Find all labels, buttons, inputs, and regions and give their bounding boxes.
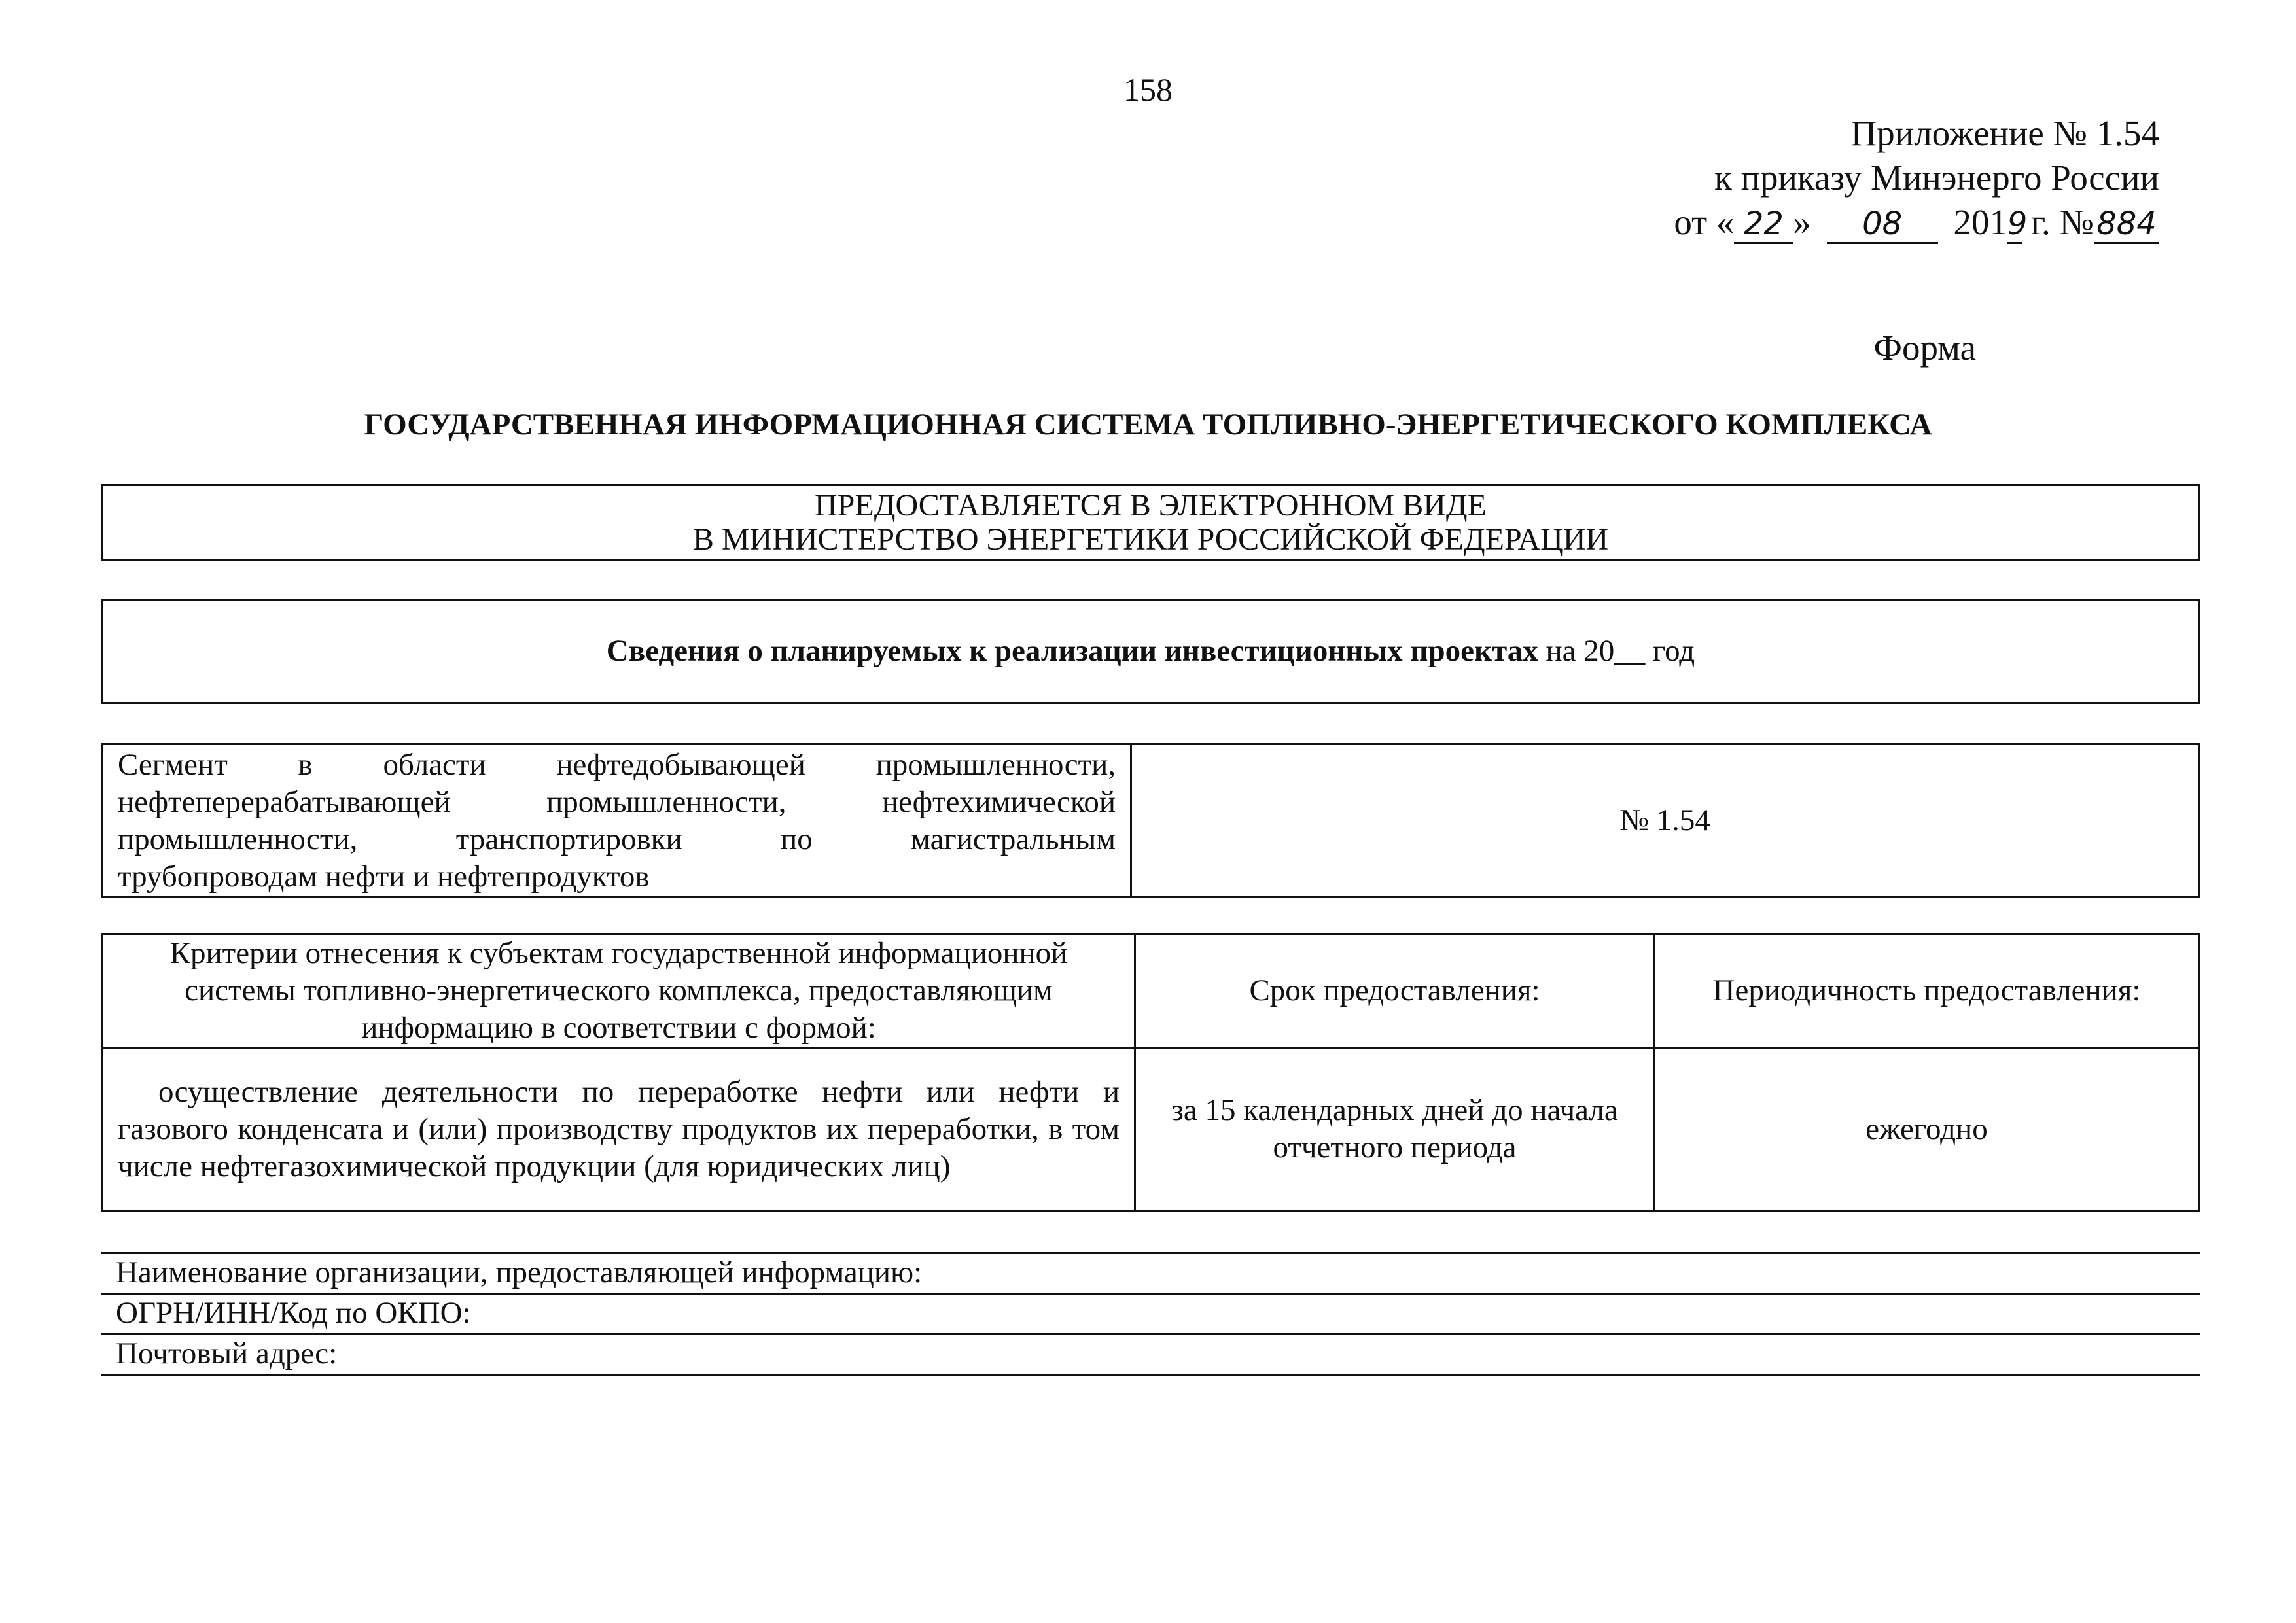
header-criteria: Критерии отнесения к субъектам государственной информационной системы топливно-энергетического комплекса, предоставляющим информацию в соответствии с формой: bbox=[103, 934, 1135, 1048]
handwritten-month: 08 bbox=[1827, 205, 1938, 244]
organization-fields bbox=[101, 1252, 2200, 1376]
criteria-data-row bbox=[103, 1048, 2199, 1211]
field-ogrn-inn-okpo: ОГРН/ИНН/Код по ОКПО: bbox=[101, 1293, 2200, 1333]
report-title-bold: Сведения о планируемых к реализации инвестиционных проектах bbox=[606, 634, 1538, 668]
date-mid: » bbox=[1793, 202, 1811, 242]
report-title-box bbox=[101, 599, 2200, 704]
segment-text: Сегмент в области нефтедобывающей промышленности, нефтеперерабатывающей промышленности, нефтехимической промышленности, транспортировки по магистральным bbox=[118, 748, 1116, 856]
segment-text-last: трубопроводам нефти и нефтепродуктов bbox=[118, 860, 650, 894]
form-number: № 1.54 bbox=[1131, 744, 2199, 897]
handwritten-day: 22 bbox=[1734, 205, 1793, 244]
submission-line2: В МИНИСТЕРСТВО ЭНЕРГЕТИКИ РОССИЙСКОЙ ФЕДЕРАЦИИ bbox=[692, 522, 1609, 557]
year-prefix: 201 bbox=[1953, 202, 2007, 242]
field-organization-name: Наименование организации, предоставляющей информацию: bbox=[101, 1252, 2200, 1293]
header-periodicity: Периодичность предоставления: bbox=[1655, 934, 2199, 1048]
segment-description bbox=[103, 744, 1131, 897]
handwritten-order-number: 884 bbox=[2094, 205, 2159, 244]
segment-row bbox=[103, 744, 2199, 897]
appendix-line1: Приложение № 1.54 bbox=[1850, 113, 2159, 153]
criteria-header-row bbox=[103, 934, 2199, 1048]
document-title: ГОСУДАРСТВЕННАЯ ИНФОРМАЦИОННАЯ СИСТЕМА ТОПЛИВНО-ЭНЕРГЕТИЧЕСКОГО КОМПЛЕКСА bbox=[364, 408, 1932, 442]
submission-box bbox=[101, 484, 2200, 561]
page-number: 158 bbox=[1123, 71, 1173, 108]
submission-line1: ПРЕДОСТАВЛЯЕТСЯ В ЭЛЕКТРОННОМ ВИДЕ bbox=[815, 488, 1487, 523]
form-label: Форма bbox=[1873, 328, 1976, 368]
handwritten-year-digit: 9 bbox=[2007, 205, 2022, 244]
appendix-line2: к приказу Минэнерго России bbox=[1714, 158, 2159, 198]
header-deadline: Срок предоставления: bbox=[1135, 934, 1655, 1048]
appendix-date-line bbox=[1570, 200, 2159, 245]
date-prefix: от « bbox=[1674, 202, 1735, 242]
cell-criteria: осуществление деятельности по переработке нефти или нефти и газового конденсата и (или) производству продуктов их переработки, в том числе нефтегазохимической продукции (для юридических лиц) bbox=[103, 1048, 1135, 1211]
report-title-rest: на 20__ год bbox=[1538, 634, 1695, 668]
segment-table bbox=[101, 743, 2200, 898]
appendix-header bbox=[1570, 111, 2159, 245]
criteria-table bbox=[101, 933, 2200, 1212]
cell-periodicity: ежегодно bbox=[1655, 1048, 2199, 1211]
number-prefix: г. № bbox=[2030, 202, 2094, 242]
cell-deadline: за 15 календарных дней до начала отчетного периода bbox=[1135, 1048, 1655, 1211]
field-postal-address: Почтовый адрес: bbox=[101, 1333, 2200, 1376]
